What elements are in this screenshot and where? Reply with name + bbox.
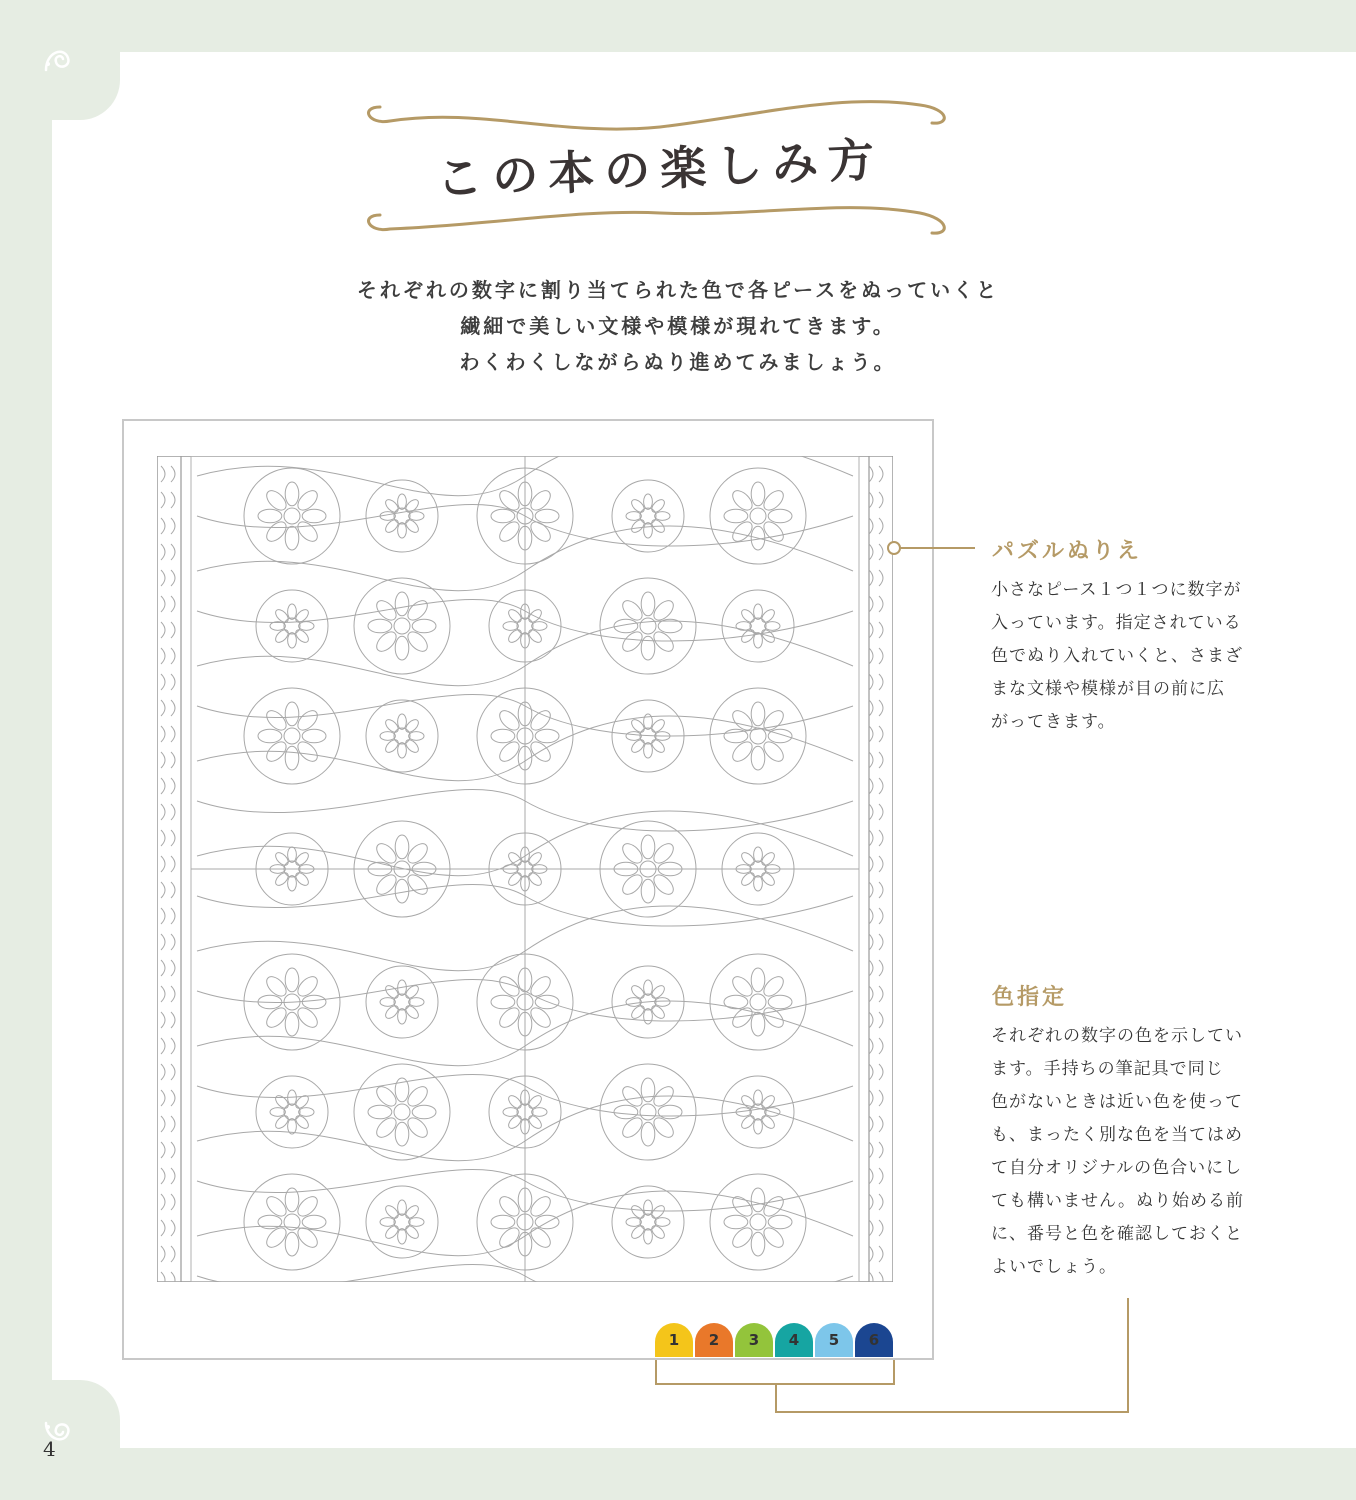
body-line: 色でぬり入れていくと、さまざ bbox=[991, 646, 1243, 666]
body-line: それぞれの数字の色を示してい bbox=[991, 1026, 1243, 1046]
body-line: よいでしょう。 bbox=[991, 1257, 1117, 1277]
body-line: 入っています。指定されている bbox=[991, 613, 1242, 633]
body-line: も、まったく別な色を当てはめ bbox=[991, 1125, 1243, 1145]
body-line: がってきます。 bbox=[991, 712, 1116, 732]
swatch-number: 3 bbox=[748, 1331, 760, 1349]
intro-line: 繊細で美しい文様や模様が現れてきます。 bbox=[460, 314, 896, 338]
body-line: ても構いません。ぬり始める前 bbox=[991, 1191, 1245, 1211]
swatch-number: 2 bbox=[708, 1331, 720, 1349]
page-number: 4 bbox=[43, 1437, 56, 1461]
page-title: この本の楽しみ方 bbox=[435, 132, 886, 206]
section-title-color: 色指定 bbox=[992, 985, 1068, 1010]
swatch-number: 4 bbox=[788, 1331, 800, 1349]
section-title-puzzle: パズルぬりえ bbox=[992, 539, 1143, 564]
coloring-pattern-artwork bbox=[157, 456, 893, 1282]
body-line: まな文様や模様が目の前に広 bbox=[991, 679, 1225, 699]
body-line: 小さなピース１つ１つに数字が bbox=[991, 580, 1242, 600]
swatch-number: 1 bbox=[668, 1331, 680, 1349]
color-swatch-5 bbox=[815, 1323, 853, 1357]
intro-text bbox=[200, 272, 1156, 380]
section-body-color bbox=[991, 1020, 1281, 1284]
swatch-number: 6 bbox=[868, 1331, 880, 1349]
body-line: ます。手持ちの筆記具で同じ bbox=[991, 1059, 1224, 1079]
color-swatch-4 bbox=[775, 1323, 813, 1357]
color-swatch-2 bbox=[695, 1323, 733, 1357]
title-banner bbox=[360, 95, 960, 245]
intro-line: それぞれの数字に割り当てられた色で各ピースをぬっていくと bbox=[356, 278, 1000, 302]
color-swatch-1 bbox=[655, 1323, 693, 1357]
section-body-puzzle bbox=[991, 574, 1281, 739]
swatch-number: 5 bbox=[828, 1331, 840, 1349]
body-line: に、番号と色を確認しておくと bbox=[991, 1224, 1243, 1244]
intro-line: わくわくしながらぬり進めてみましょう。 bbox=[459, 350, 897, 374]
body-line: て自分オリジナルの色合いにし bbox=[991, 1158, 1243, 1178]
color-key bbox=[655, 1323, 895, 1359]
body-line: 色がないときは近い色を使って bbox=[991, 1092, 1243, 1112]
swirl-ornament-icon bbox=[40, 40, 76, 76]
color-swatch-3 bbox=[735, 1323, 773, 1357]
color-swatch-6 bbox=[855, 1323, 893, 1357]
